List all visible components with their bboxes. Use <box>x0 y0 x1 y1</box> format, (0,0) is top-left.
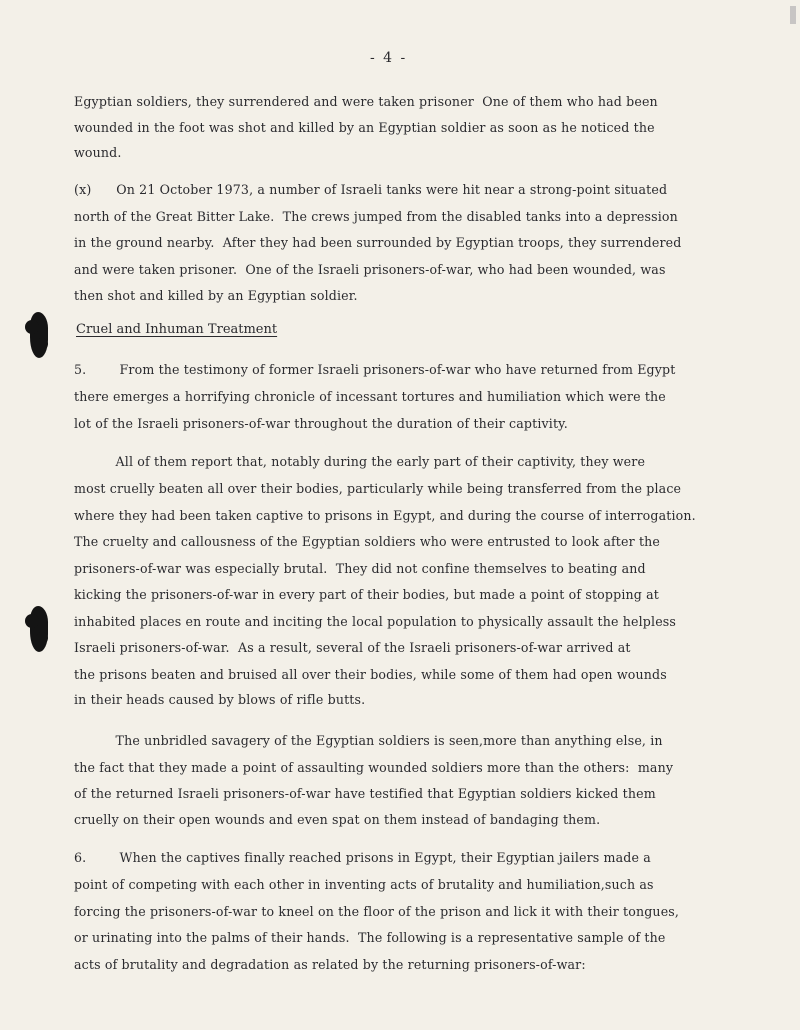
text-line: there emerges a horrifying chronicle of incessant tortures and humiliation which were the <box>74 389 666 404</box>
text-line: inhabited places en route and inciting the local population to physically assault the helpless <box>74 614 677 629</box>
text-line: in their heads caused by blows of rifle butts. <box>74 692 366 707</box>
page-number: - 4 - <box>370 50 408 66</box>
text-line: forcing the prisoners-of-war to kneel on the floor of the prison and lick it with their tongues, <box>74 904 680 919</box>
text-line: then shot and killed by an Egyptian soldier. <box>74 288 358 303</box>
text-line: Israeli prisoners-of-war. As a result, several of the Israeli prisoners-of-war arrived at <box>74 640 631 655</box>
text-line: prisoners-of-war was especially brutal. They did not confine themselves to beating and <box>74 561 646 576</box>
text-line: kicking the prisoners-of-war in every part of their bodies, but made a point of stopping at <box>74 587 659 602</box>
text-line: and were taken prisoner. One of the Israeli prisoners-of-war, who had been wounded, was <box>74 262 666 277</box>
text-line: acts of brutality and degradation as related by the returning prisoners-of-war: <box>74 957 586 972</box>
scan-edge-mark <box>790 6 796 24</box>
ink-blot-mark <box>30 312 48 358</box>
text-line: in the ground nearby. After they had been surrounded by Egyptian troops, they surrendered <box>74 235 682 250</box>
text-line: 6. When the captives finally reached prisons in Egypt, their Egyptian jailers made a <box>74 850 651 865</box>
text-line: Egyptian soldiers, they surrendered and were taken prisoner One of them who had been <box>74 94 658 109</box>
text-line: the prisons beaten and bruised all over their bodies, while some of them had open wounds <box>74 667 667 682</box>
text-line: point of competing with each other in inventing acts of brutality and humiliation,such as <box>74 877 654 892</box>
text-line: or urinating into the palms of their hands. The following is a representative sample of the <box>74 930 666 945</box>
text-line: north of the Great Bitter Lake. The crews jumped from the disabled tanks into a depression <box>74 209 678 224</box>
text-line: the fact that they made a point of assaulting wounded soldiers more than the others: many <box>74 760 674 775</box>
text-line: The cruelty and callousness of the Egyptian soldiers who were entrusted to look after the <box>74 534 661 549</box>
text-line: cruelly on their open wounds and even spat on them instead of bandaging them. <box>74 812 601 827</box>
text-line: The unbridled savagery of the Egyptian soldiers is seen,more than anything else, in <box>74 733 663 748</box>
text-line: 5. From the testimony of former Israeli prisoners-of-war who have returned from Egypt <box>74 362 676 377</box>
ink-blot-mark <box>30 606 48 652</box>
section-heading: Cruel and Inhuman Treatment <box>76 322 278 337</box>
text-line: lot of the Israeli prisoners-of-war throughout the duration of their captivity. <box>74 416 568 431</box>
text-line: where they had been taken captive to prisons in Egypt, and during the course of interrogation. <box>74 508 696 523</box>
text-line: of the returned Israeli prisoners-of-war have testified that Egyptian soldiers kicked them <box>74 786 656 801</box>
text-line: most cruelly beaten all over their bodies, particularly while being transferred from the place <box>74 481 682 496</box>
text-line: (x) On 21 October 1973, a number of Israeli tanks were hit near a strong-point situated <box>74 182 668 197</box>
text-line: All of them report that, notably during the early part of their captivity, they were <box>74 454 646 469</box>
text-line: wound. <box>74 145 122 160</box>
text-line: wounded in the foot was shot and killed by an Egyptian soldier as soon as he noticed the <box>74 120 655 135</box>
